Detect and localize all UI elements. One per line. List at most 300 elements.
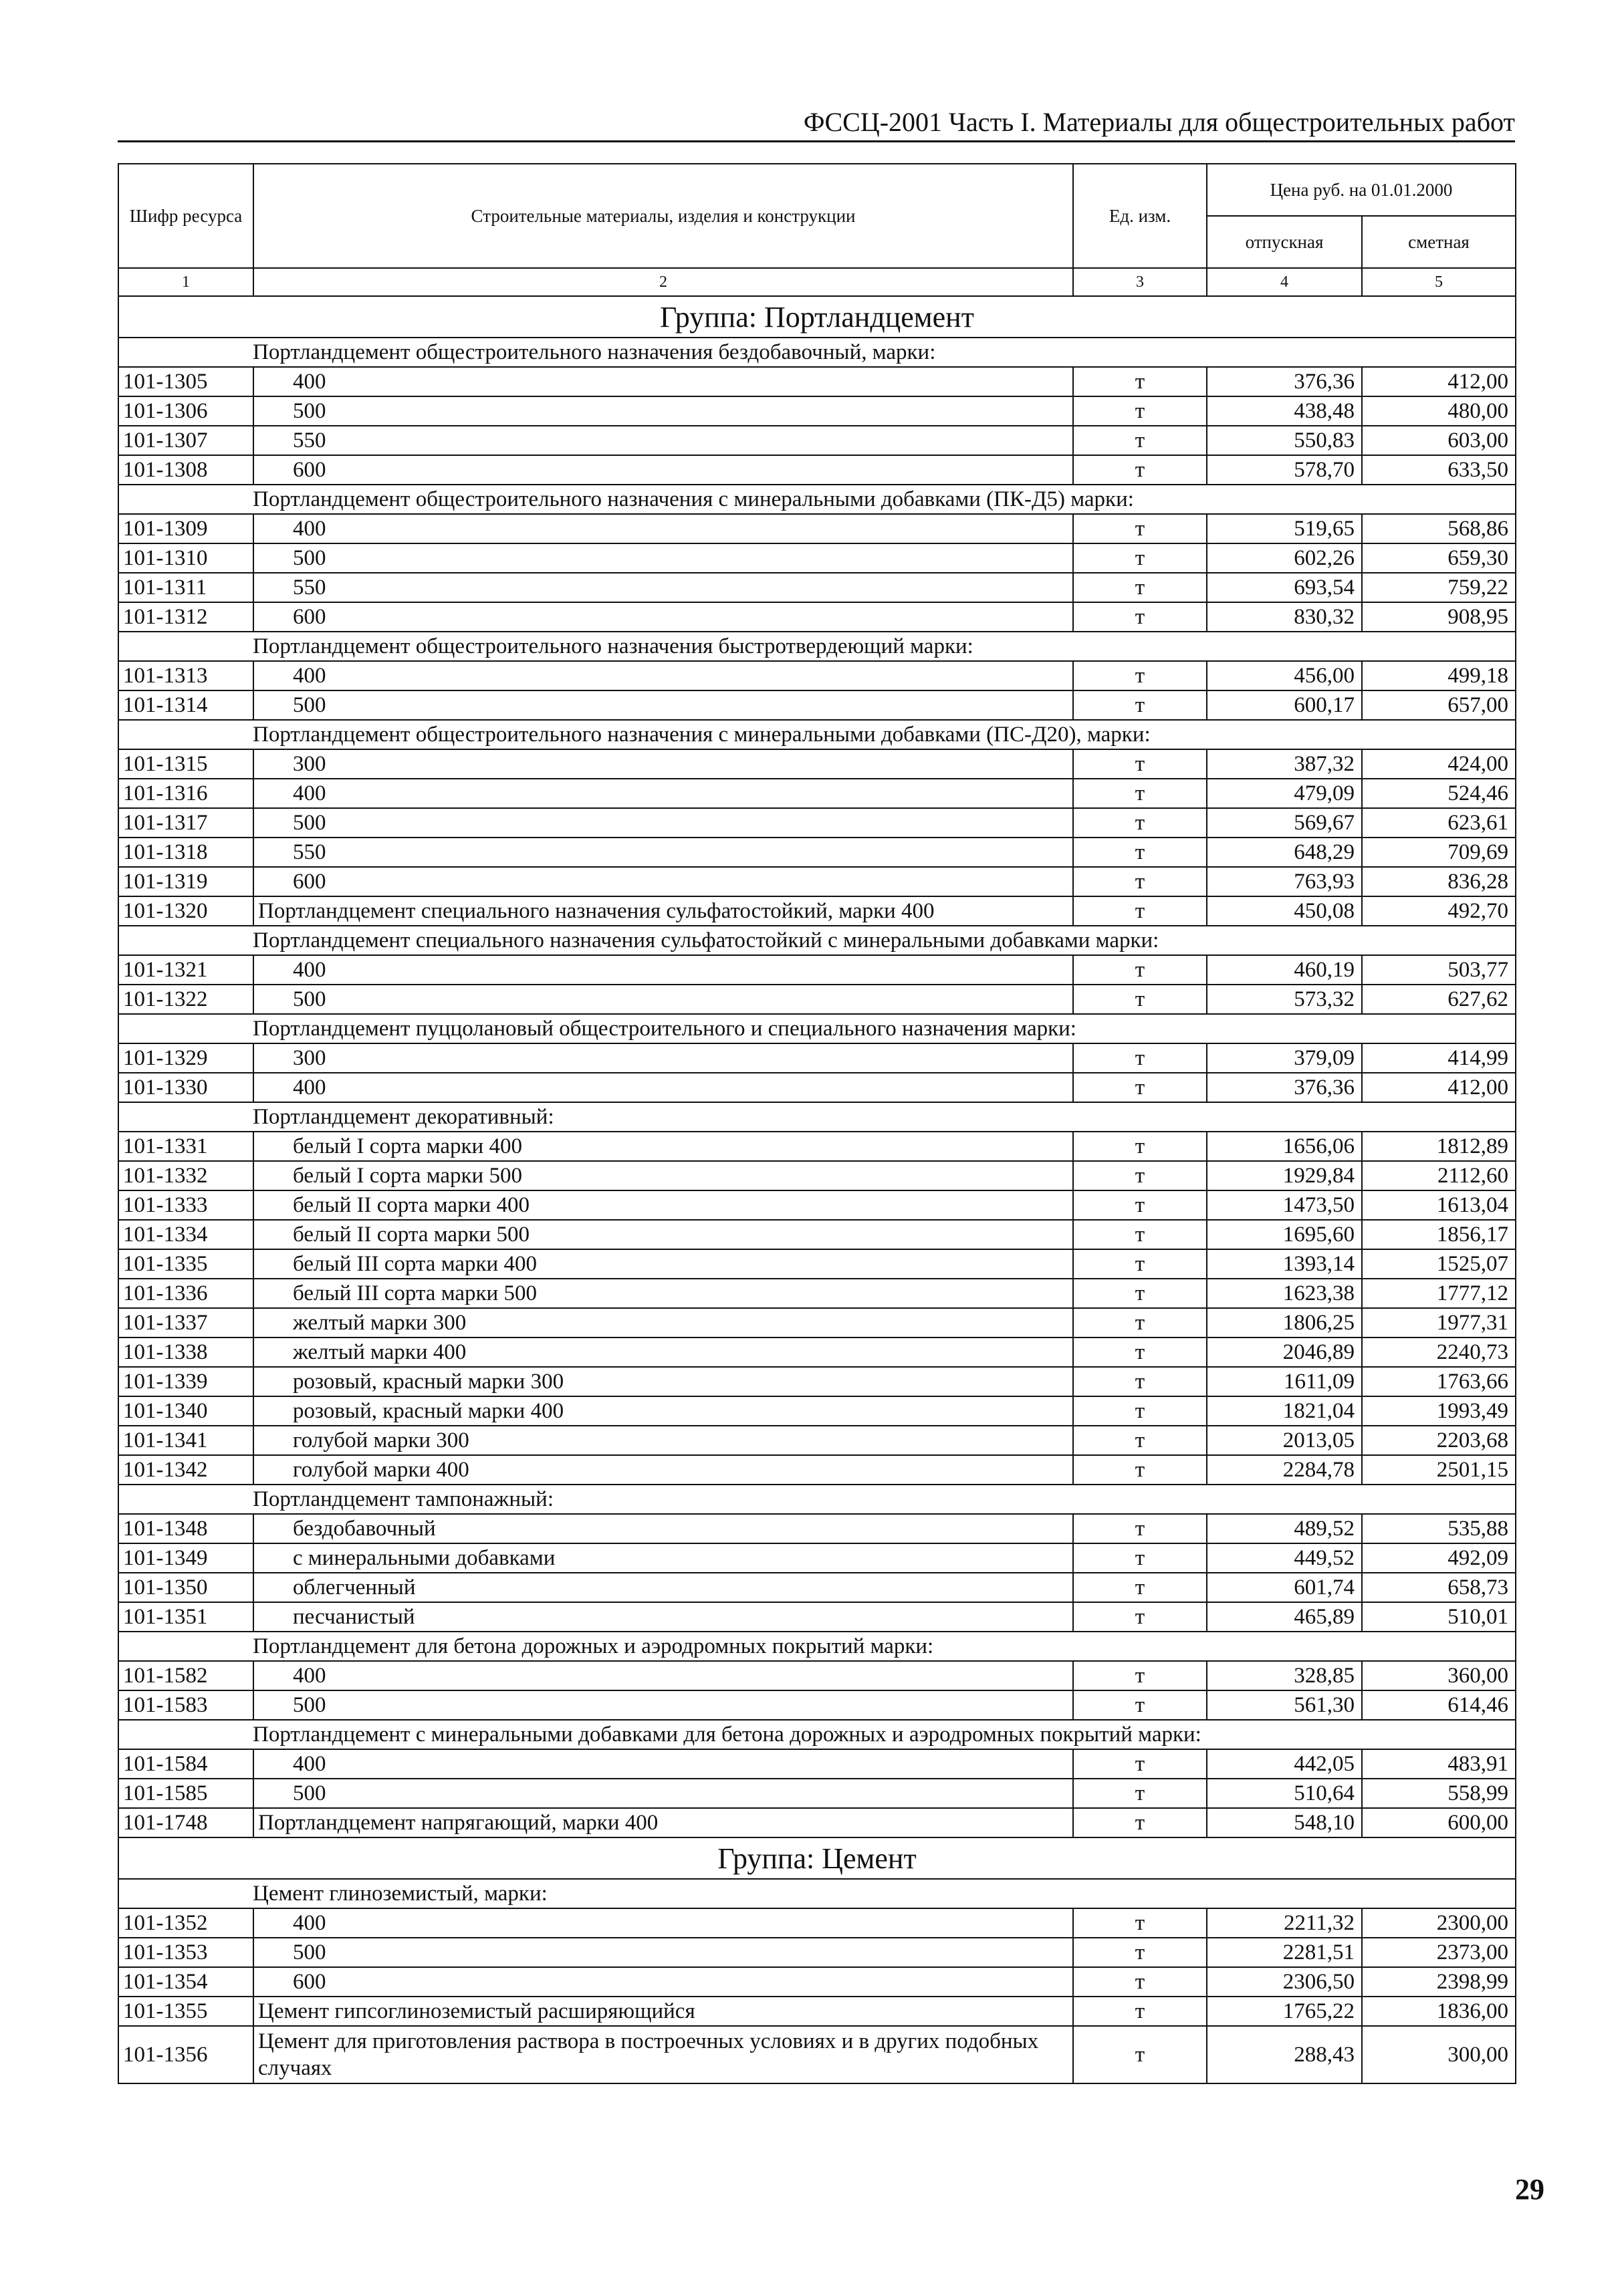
material-name-cell: 400 [253,514,1073,543]
subheading-row [118,1632,1516,1661]
table-row [118,985,1516,1014]
estimate-price-cell: 300,00 [1362,2026,1516,2083]
group-heading: Группа: Цемент [118,1837,1516,1879]
unit-cell: т [1073,455,1207,485]
estimate-price-cell: 709,69 [1362,838,1516,867]
resource-code-cell: 101-1339 [118,1367,253,1396]
table-row [118,1573,1516,1602]
unit-cell: т [1073,367,1207,396]
material-name-cell: белый III сорта марки 500 [253,1279,1073,1308]
unit-cell: т [1073,1808,1207,1837]
estimate-price-cell: 412,00 [1362,1073,1516,1102]
table-row [118,1808,1516,1837]
table-row [118,426,1516,455]
resource-code-cell: 101-1336 [118,1279,253,1308]
subheading: Портландцемент тампонажный: [118,1485,1516,1514]
table-row [118,1690,1516,1720]
release-price-cell: 763,93 [1207,867,1362,896]
release-price-cell: 387,32 [1207,749,1362,779]
column-number: 4 [1207,268,1362,296]
release-price-cell: 601,74 [1207,1573,1362,1602]
material-name-cell: 600 [253,455,1073,485]
header-price-estimate: сметная [1362,216,1516,268]
resource-code-cell: 101-1306 [118,396,253,426]
column-number-row [118,268,1516,296]
estimate-price-cell: 1977,31 [1362,1308,1516,1337]
estimate-price-cell: 1836,00 [1362,1997,1516,2026]
resource-code-cell: 101-1329 [118,1043,253,1073]
estimate-price-cell: 424,00 [1362,749,1516,779]
estimate-price-cell: 908,95 [1362,602,1516,632]
unit-cell: т [1073,1690,1207,1720]
release-price-cell: 561,30 [1207,1690,1362,1720]
subheading-row [118,1014,1516,1043]
unit-cell: т [1073,896,1207,926]
resource-code-cell: 101-1314 [118,690,253,720]
subheading: Портландцемент общестроительного назначения бездобавочный, марки: [118,338,1516,367]
material-name-cell: 300 [253,749,1073,779]
material-name-cell: песчанистый [253,1602,1073,1632]
unit-cell: т [1073,1043,1207,1073]
subheading: Портландцемент декоративный: [118,1102,1516,1132]
estimate-price-cell: 1613,04 [1362,1190,1516,1220]
unit-cell: т [1073,1938,1207,1967]
material-name-cell: голубой марки 400 [253,1455,1073,1485]
material-name-cell: 500 [253,985,1073,1014]
resource-code-cell: 101-1356 [118,2026,253,2083]
table-row [118,1132,1516,1161]
estimate-price-cell: 2112,60 [1362,1161,1516,1190]
estimate-price-cell: 524,46 [1362,779,1516,808]
unit-cell: т [1073,426,1207,455]
subheading-row [118,720,1516,749]
table-row [118,1514,1516,1543]
unit-cell: т [1073,1249,1207,1279]
table-header [118,164,1516,296]
material-name-cell: 600 [253,1967,1073,1997]
unit-cell: т [1073,808,1207,838]
release-price-cell: 376,36 [1207,1073,1362,1102]
material-name-cell: облегченный [253,1573,1073,1602]
resource-code-cell: 101-1330 [118,1073,253,1102]
unit-cell: т [1073,1602,1207,1632]
unit-cell: т [1073,661,1207,690]
resource-code-cell: 101-1313 [118,661,253,690]
running-title: ФССЦ-2001 Часть I. Материалы для общестроительных работ [118,107,1515,142]
unit-cell: т [1073,1190,1207,1220]
material-name-cell: 500 [253,396,1073,426]
estimate-price-cell: 510,01 [1362,1602,1516,1632]
release-price-cell: 1611,09 [1207,1367,1362,1396]
release-price-cell: 2284,78 [1207,1455,1362,1485]
resource-code-cell: 101-1332 [118,1161,253,1190]
table-row [118,573,1516,602]
table-row [118,690,1516,720]
resource-code-cell: 101-1311 [118,573,253,602]
release-price-cell: 379,09 [1207,1043,1362,1073]
table-row [118,1749,1516,1779]
table-row [118,955,1516,985]
unit-cell: т [1073,2026,1207,2083]
unit-cell: т [1073,1908,1207,1938]
resource-code-cell: 101-1315 [118,749,253,779]
estimate-price-cell: 414,99 [1362,1043,1516,1073]
estimate-price-cell: 483,91 [1362,1749,1516,1779]
unit-cell: т [1073,1455,1207,1485]
estimate-price-cell: 614,46 [1362,1690,1516,1720]
table-row [118,1279,1516,1308]
unit-cell: т [1073,838,1207,867]
column-number: 3 [1073,268,1207,296]
header-price-group: Цена руб. на 01.01.2000 [1207,164,1516,216]
table-body [118,296,1516,2083]
estimate-price-cell: 535,88 [1362,1514,1516,1543]
unit-cell: т [1073,1132,1207,1161]
table-row [118,896,1516,926]
resource-code-cell: 101-1321 [118,955,253,985]
unit-cell: т [1073,1749,1207,1779]
resource-code-cell: 101-1585 [118,1779,253,1808]
release-price-cell: 376,36 [1207,367,1362,396]
estimate-price-cell: 499,18 [1362,661,1516,690]
table-row [118,1161,1516,1190]
release-price-cell: 1473,50 [1207,1190,1362,1220]
material-name-cell: 300 [253,1043,1073,1073]
estimate-price-cell: 1763,66 [1362,1367,1516,1396]
estimate-price-cell: 600,00 [1362,1808,1516,1837]
group-heading-row [118,296,1516,338]
subheading-row [118,1879,1516,1908]
subheading: Портландцемент для бетона дорожных и аэродромных покрытий марки: [118,1632,1516,1661]
resource-code-cell: 101-1308 [118,455,253,485]
table-row [118,1967,1516,1997]
material-name-cell: желтый марки 400 [253,1337,1073,1367]
estimate-price-cell: 503,77 [1362,955,1516,985]
estimate-price-cell: 1812,89 [1362,1132,1516,1161]
subheading: Портландцемент специального назначения сульфатостойкий с минеральными добавками марки: [118,926,1516,955]
estimate-price-cell: 2373,00 [1362,1938,1516,1967]
resource-code-cell: 101-1312 [118,602,253,632]
table-row [118,1908,1516,1938]
material-name-cell: 550 [253,426,1073,455]
table-row [118,1220,1516,1249]
unit-cell: т [1073,1661,1207,1690]
material-name-cell: белый II сорта марки 400 [253,1190,1073,1220]
resource-code-cell: 101-1342 [118,1455,253,1485]
material-name-cell: Портландцемент напрягающий, марки 400 [253,1808,1073,1837]
resource-code-cell: 101-1355 [118,1997,253,2026]
unit-cell: т [1073,1367,1207,1396]
material-name-cell: 400 [253,779,1073,808]
resource-code-cell: 101-1338 [118,1337,253,1367]
material-name-cell: 550 [253,573,1073,602]
table-row [118,1249,1516,1279]
unit-cell: т [1073,1073,1207,1102]
release-price-cell: 465,89 [1207,1602,1362,1632]
table-row [118,1073,1516,1102]
table-row [118,1396,1516,1426]
resource-code-cell: 101-1318 [118,838,253,867]
unit-cell: т [1073,985,1207,1014]
material-name-cell: с минеральными добавками [253,1543,1073,1573]
resource-code-cell: 101-1333 [118,1190,253,1220]
column-number: 5 [1362,268,1516,296]
release-price-cell: 2013,05 [1207,1426,1362,1455]
table-row [118,396,1516,426]
table-row [118,1997,1516,2026]
resource-code-cell: 101-1583 [118,1690,253,1720]
column-number: 2 [253,268,1073,296]
resource-code-cell: 101-1584 [118,1749,253,1779]
material-name-cell: 400 [253,661,1073,690]
subheading-row [118,338,1516,367]
table-row [118,602,1516,632]
material-name-cell: 500 [253,1779,1073,1808]
material-name-cell: розовый, красный марки 300 [253,1367,1073,1396]
estimate-price-cell: 1525,07 [1362,1249,1516,1279]
resource-code-cell: 101-1316 [118,779,253,808]
release-price-cell: 2306,50 [1207,1967,1362,1997]
subheading: Портландцемент общестроительного назначения с минеральными добавками (ПС-Д20), марки: [118,720,1516,749]
header-name: Строительные материалы, изделия и конструкции [253,164,1073,268]
subheading-row [118,485,1516,514]
unit-cell: т [1073,543,1207,573]
table-row [118,1337,1516,1367]
table-row [118,514,1516,543]
estimate-price-cell: 759,22 [1362,573,1516,602]
resource-code-cell: 101-1322 [118,985,253,1014]
group-heading-row [118,1837,1516,1879]
estimate-price-cell: 659,30 [1362,543,1516,573]
resource-code-cell: 101-1748 [118,1808,253,1837]
material-name-cell: 400 [253,955,1073,985]
release-price-cell: 573,32 [1207,985,1362,1014]
unit-cell: т [1073,867,1207,896]
material-name-cell: 600 [253,867,1073,896]
material-name-cell: Цемент для приготовления раствора в построечных условиях и в других подобных случаях [253,2026,1073,2083]
table-row [118,661,1516,690]
estimate-price-cell: 2501,15 [1362,1455,1516,1485]
release-price-cell: 288,43 [1207,2026,1362,2083]
material-name-cell: 400 [253,1073,1073,1102]
resource-code-cell: 101-1310 [118,543,253,573]
release-price-cell: 569,67 [1207,808,1362,838]
table-row [118,1543,1516,1573]
estimate-price-cell: 603,00 [1362,426,1516,455]
release-price-cell: 328,85 [1207,1661,1362,1690]
estimate-price-cell: 836,28 [1362,867,1516,896]
release-price-cell: 1765,22 [1207,1997,1362,2026]
material-name-cell: белый I сорта марки 400 [253,1132,1073,1161]
unit-cell: т [1073,514,1207,543]
resource-code-cell: 101-1307 [118,426,253,455]
release-price-cell: 519,65 [1207,514,1362,543]
release-price-cell: 600,17 [1207,690,1362,720]
material-name-cell: голубой марки 300 [253,1426,1073,1455]
material-name-cell: белый III сорта марки 400 [253,1249,1073,1279]
resource-code-cell: 101-1319 [118,867,253,896]
table-row [118,867,1516,896]
table-row [118,1455,1516,1485]
release-price-cell: 1929,84 [1207,1161,1362,1190]
estimate-price-cell: 657,00 [1362,690,1516,720]
resource-code-cell: 101-1340 [118,1396,253,1426]
estimate-price-cell: 1993,49 [1362,1396,1516,1426]
unit-cell: т [1073,749,1207,779]
material-name-cell: 400 [253,367,1073,396]
resource-code-cell: 101-1348 [118,1514,253,1543]
unit-cell: т [1073,1220,1207,1249]
material-name-cell: белый I сорта марки 500 [253,1161,1073,1190]
unit-cell: т [1073,602,1207,632]
page-number: 29 [1515,2173,1544,2206]
resource-code-cell: 101-1582 [118,1661,253,1690]
release-price-cell: 1695,60 [1207,1220,1362,1249]
table-row [118,1426,1516,1455]
release-price-cell: 460,19 [1207,955,1362,985]
group-heading: Группа: Портландцемент [118,296,1516,338]
release-price-cell: 2046,89 [1207,1337,1362,1367]
resource-code-cell: 101-1350 [118,1573,253,1602]
material-name-cell: 400 [253,1749,1073,1779]
estimate-price-cell: 658,73 [1362,1573,1516,1602]
estimate-price-cell: 1856,17 [1362,1220,1516,1249]
release-price-cell: 456,00 [1207,661,1362,690]
resource-code-cell: 101-1352 [118,1908,253,1938]
estimate-price-cell: 412,00 [1362,367,1516,396]
price-table [118,163,1516,2084]
unit-cell: т [1073,779,1207,808]
estimate-price-cell: 2203,68 [1362,1426,1516,1455]
table-row [118,808,1516,838]
table-row [118,1661,1516,1690]
release-price-cell: 442,05 [1207,1749,1362,1779]
subheading-row [118,1720,1516,1749]
unit-cell: т [1073,1279,1207,1308]
release-price-cell: 648,29 [1207,838,1362,867]
table-row [118,749,1516,779]
resource-code-cell: 101-1349 [118,1543,253,1573]
release-price-cell: 1821,04 [1207,1396,1362,1426]
material-name-cell: бездобавочный [253,1514,1073,1543]
estimate-price-cell: 360,00 [1362,1661,1516,1690]
header-price-release: отпускная [1207,216,1362,268]
subheading-row [118,1102,1516,1132]
release-price-cell: 510,64 [1207,1779,1362,1808]
material-name-cell: 500 [253,1690,1073,1720]
estimate-price-cell: 1777,12 [1362,1279,1516,1308]
table-row [118,367,1516,396]
table-row [118,455,1516,485]
resource-code-cell: 101-1353 [118,1938,253,1967]
unit-cell: т [1073,396,1207,426]
estimate-price-cell: 558,99 [1362,1779,1516,1808]
unit-cell: т [1073,1573,1207,1602]
estimate-price-cell: 2300,00 [1362,1908,1516,1938]
table-row [118,779,1516,808]
material-name-cell: желтый марки 300 [253,1308,1073,1337]
subheading: Портландцемент общестроительного назначения быстротвердеющий марки: [118,632,1516,661]
unit-cell: т [1073,1514,1207,1543]
unit-cell: т [1073,1779,1207,1808]
resource-code-cell: 101-1334 [118,1220,253,1249]
material-name-cell: 550 [253,838,1073,867]
estimate-price-cell: 627,62 [1362,985,1516,1014]
estimate-price-cell: 480,00 [1362,396,1516,426]
estimate-price-cell: 492,70 [1362,896,1516,926]
release-price-cell: 438,48 [1207,396,1362,426]
resource-code-cell: 101-1354 [118,1967,253,1997]
material-name-cell: розовый, красный марки 400 [253,1396,1073,1426]
unit-cell: т [1073,1426,1207,1455]
release-price-cell: 449,52 [1207,1543,1362,1573]
resource-code-cell: 101-1337 [118,1308,253,1337]
table-row [118,838,1516,867]
release-price-cell: 2281,51 [1207,1938,1362,1967]
unit-cell: т [1073,1997,1207,2026]
subheading: Портландцемент пуццолановый общестроительного и специального назначения марки: [118,1014,1516,1043]
material-name-cell: Портландцемент специального назначения сульфатостойкий, марки 400 [253,896,1073,926]
release-price-cell: 693,54 [1207,573,1362,602]
estimate-price-cell: 623,61 [1362,808,1516,838]
subheading: Портландцемент с минеральными добавками для бетона дорожных и аэродромных покрытий марки: [118,1720,1516,1749]
release-price-cell: 550,83 [1207,426,1362,455]
table-row [118,1190,1516,1220]
unit-cell: т [1073,1543,1207,1573]
release-price-cell: 450,08 [1207,896,1362,926]
table-row [118,1938,1516,1967]
table-row [118,1779,1516,1808]
release-price-cell: 830,32 [1207,602,1362,632]
material-name-cell: 400 [253,1661,1073,1690]
release-price-cell: 479,09 [1207,779,1362,808]
release-price-cell: 1393,14 [1207,1249,1362,1279]
estimate-price-cell: 2398,99 [1362,1967,1516,1997]
subheading-row [118,1485,1516,1514]
table-row [118,1367,1516,1396]
material-name-cell: 500 [253,690,1073,720]
resource-code-cell: 101-1305 [118,367,253,396]
release-price-cell: 1656,06 [1207,1132,1362,1161]
subheading: Цемент глиноземистый, марки: [118,1879,1516,1908]
material-name-cell: белый II сорта марки 500 [253,1220,1073,1249]
resource-code-cell: 101-1331 [118,1132,253,1161]
table-row [118,1602,1516,1632]
subheading-row [118,632,1516,661]
material-name-cell: 500 [253,543,1073,573]
release-price-cell: 548,10 [1207,1808,1362,1837]
unit-cell: т [1073,1967,1207,1997]
estimate-price-cell: 492,09 [1362,1543,1516,1573]
resource-code-cell: 101-1335 [118,1249,253,1279]
unit-cell: т [1073,1161,1207,1190]
unit-cell: т [1073,1396,1207,1426]
resource-code-cell: 101-1341 [118,1426,253,1455]
estimate-price-cell: 568,86 [1362,514,1516,543]
table-row [118,2026,1516,2083]
resource-code-cell: 101-1309 [118,514,253,543]
header-unit: Ед. изм. [1073,164,1207,268]
release-price-cell: 489,52 [1207,1514,1362,1543]
release-price-cell: 1623,38 [1207,1279,1362,1308]
subheading: Портландцемент общестроительного назначения с минеральными добавками (ПК-Д5) марки: [118,485,1516,514]
resource-code-cell: 101-1320 [118,896,253,926]
column-number: 1 [118,268,253,296]
unit-cell: т [1073,1308,1207,1337]
material-name-cell: 400 [253,1908,1073,1938]
unit-cell: т [1073,573,1207,602]
resource-code-cell: 101-1351 [118,1602,253,1632]
